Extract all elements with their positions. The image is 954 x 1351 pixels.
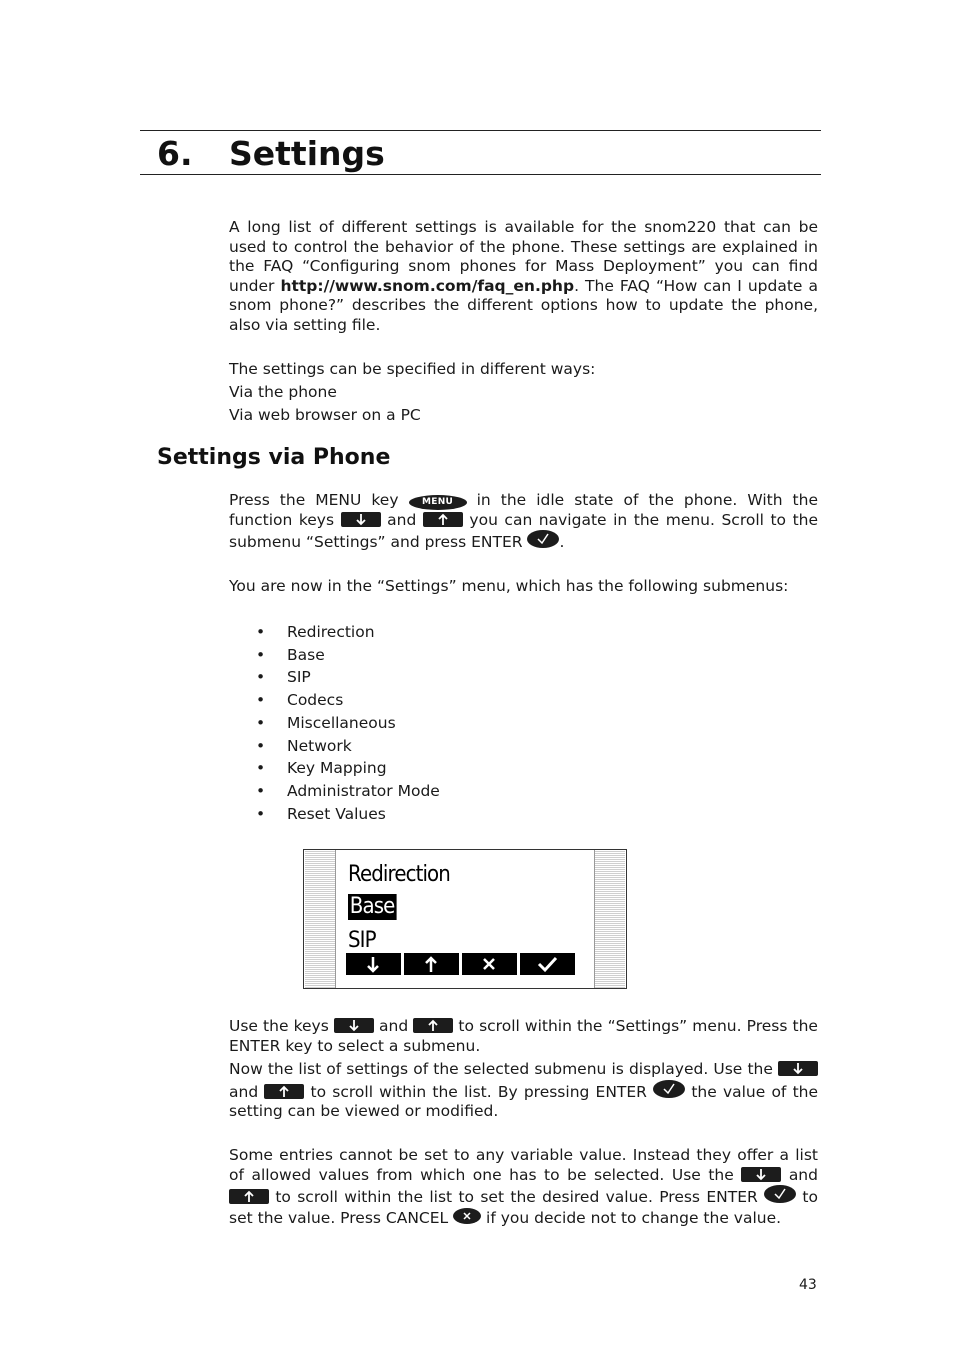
list-item (229, 621, 440, 644)
text: to scroll within the list. By pressing ENTER (310, 1082, 647, 1101)
list-item-label: Miscellaneous (287, 713, 396, 732)
list-item-label: Redirection (287, 623, 375, 641)
text: Some entries cannot be set to any variable value. Instead they offer a list of allowed values from which one has to be selected. Use the (229, 1146, 818, 1184)
list-item (229, 735, 440, 758)
text: and (229, 1082, 259, 1101)
intro-text-b: . The FAQ “How can I update a snom phone?” describes the different options how to update the phone, also via setting file. (229, 276, 818, 334)
text: and (387, 510, 417, 529)
text: and (788, 1165, 818, 1184)
down-arrow-key-icon (334, 1018, 374, 1033)
list-item (229, 712, 440, 735)
text: the value of the setting can be viewed or modified. (229, 1082, 819, 1120)
chapter-number: 6. (157, 134, 193, 173)
list-item (229, 757, 440, 780)
text: . (559, 533, 565, 551)
section-heading: Settings via Phone (157, 445, 391, 470)
softkey-up-arrow-icon (404, 953, 459, 975)
bullet: • (256, 736, 266, 755)
bullet: • (256, 713, 266, 732)
list-item-label: Network (287, 736, 352, 755)
down-arrow-key-icon (741, 1167, 781, 1182)
bullet: • (256, 804, 266, 823)
list-item-label: SIP (287, 668, 311, 687)
bullet: • (256, 759, 266, 778)
up-arrow-key-icon (264, 1084, 304, 1099)
softkey-cancel-icon (462, 953, 517, 975)
faq-url: http://www.snom.com/faq_en.php (280, 276, 575, 295)
text: to scroll within the list to set the desired value. Press ENTER (275, 1188, 758, 1206)
chapter-bottom-rule (140, 174, 821, 175)
enter-check-key-icon (653, 1080, 685, 1098)
text: Use the keys (229, 1017, 329, 1035)
menu-key-paragraph (229, 491, 818, 553)
list-item (229, 689, 440, 712)
chapter-top-rule (140, 130, 821, 131)
down-arrow-key-icon (778, 1061, 818, 1076)
list-item (229, 666, 440, 689)
submenus-intro: You are now in the “Settings” menu, which has the following submenus: (229, 577, 789, 595)
down-arrow-key-icon (341, 512, 381, 527)
text: to set the value. Press CANCEL (229, 1188, 818, 1227)
list-item-label: Administrator Mode (287, 781, 440, 800)
allowed-values-paragraph (229, 1146, 818, 1228)
scroll-keys-paragraph (229, 1017, 818, 1056)
phone-display-screenshot (303, 849, 627, 989)
bullet: • (256, 623, 266, 641)
chapter-title-text: Settings (229, 134, 385, 173)
text: Press the MENU key (229, 491, 399, 509)
way-phone: Via the phone (229, 383, 337, 401)
text: to scroll within the “Settings” menu. Press the ENTER key to select a submenu. (229, 1017, 818, 1055)
text: you can navigate in the menu. Scroll to the submenu “Settings” and press ENTER (229, 510, 819, 551)
list-item-label: Codecs (287, 691, 344, 710)
up-arrow-key-icon (423, 512, 463, 527)
cancel-x-key-icon (453, 1208, 481, 1224)
chapter-title (157, 133, 385, 175)
display-line-base-selected: Base (349, 894, 395, 919)
up-arrow-key-icon (413, 1018, 453, 1033)
enter-check-key-icon (764, 1185, 796, 1203)
text: in the idle state of the phone. With the function keys (229, 491, 818, 529)
way-web: Via web browser on a PC (229, 406, 421, 424)
softkey-down-arrow-icon (346, 953, 401, 975)
list-item-label: Key Mapping (287, 759, 387, 778)
bullet: • (256, 668, 266, 687)
display-left-hatch (305, 850, 336, 988)
submenu-list (229, 621, 440, 825)
bullet: • (256, 645, 266, 664)
list-item-label: Base (287, 645, 325, 664)
intro-paragraph (229, 218, 818, 335)
page-number: 43 (799, 1277, 817, 1293)
list-item (229, 644, 440, 667)
menu-key-icon: MENU (409, 495, 467, 510)
display-line-redirection: Redirection (348, 862, 450, 887)
display-right-hatch (594, 850, 625, 988)
intro-text-a: A long list of different settings is available for the snom220 that can be used to control the behavior of the phone. These settings are explained in the FAQ “Configuring snom phones for Mass Deployment” you can find under (229, 218, 818, 295)
display-line-sip: SIP (348, 928, 376, 953)
list-item-label: Reset Values (287, 804, 386, 823)
softkey-enter-check-icon (520, 953, 575, 975)
text: and (379, 1017, 409, 1035)
list-item (229, 803, 440, 826)
ways-intro: The settings can be specified in different ways: (229, 360, 596, 378)
settings-list-paragraph (229, 1060, 818, 1122)
text: if you decide not to change the value. (486, 1208, 782, 1227)
enter-check-key-icon (527, 530, 559, 548)
bullet: • (256, 691, 266, 710)
text: Now the list of settings of the selected submenu is displayed. Use the (229, 1060, 773, 1078)
up-arrow-key-icon (229, 1189, 269, 1204)
bullet: • (256, 781, 266, 800)
list-item (229, 780, 440, 803)
